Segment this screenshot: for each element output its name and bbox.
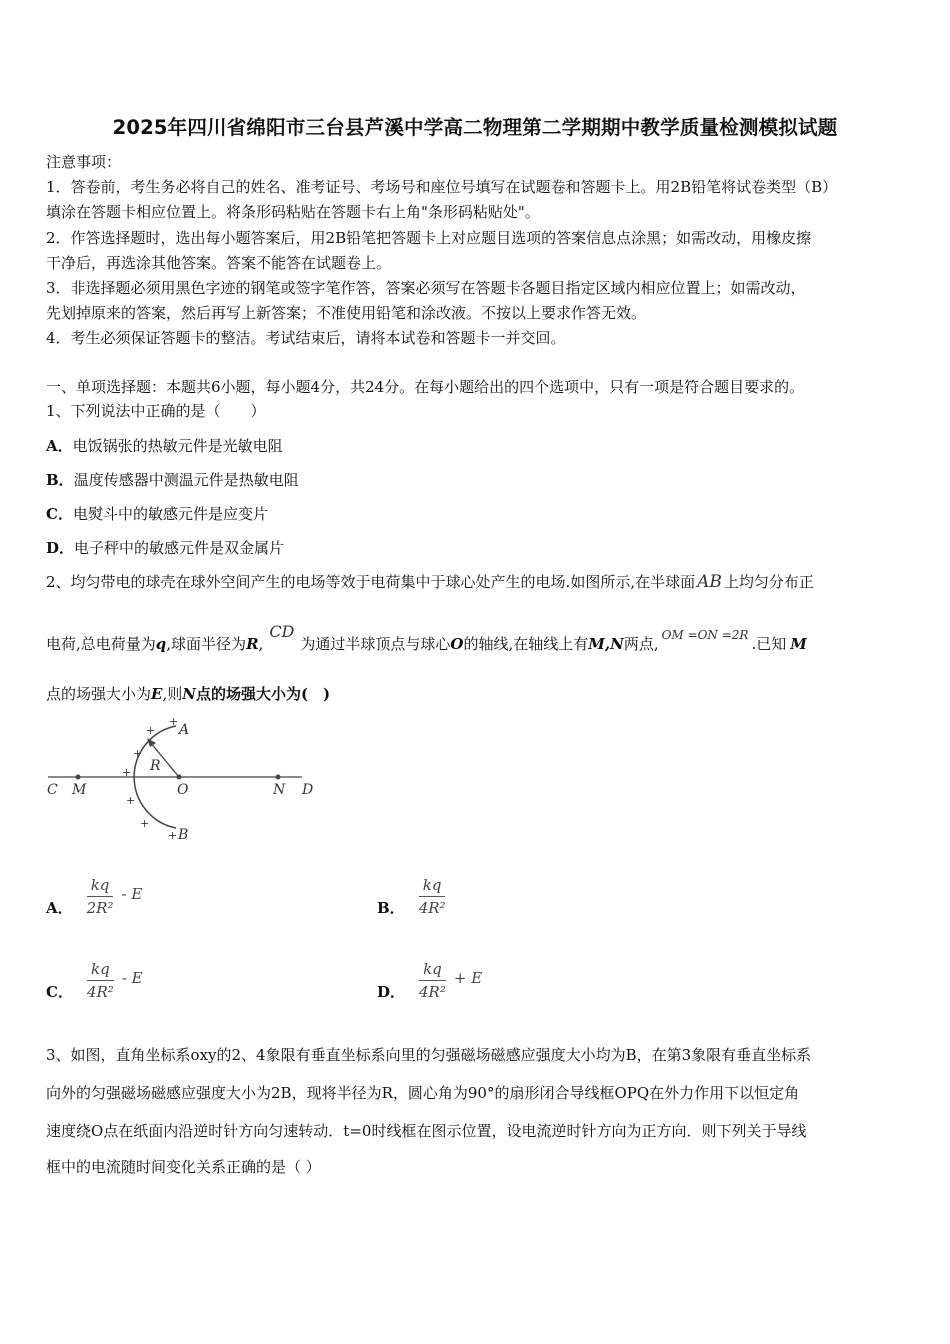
- notice-line: 先划掉原来的答案，然后再写上新答案；不准使用铅笔和涂改液。不按以上要求作答无效。: [46, 304, 647, 322]
- q1-option-a[interactable]: [46, 436, 283, 456]
- label-c: C: [47, 782, 58, 798]
- q2-math-ab: AB: [697, 572, 722, 592]
- q2-text: ,: [258, 635, 264, 653]
- notice-heading: 注意事项：: [46, 153, 122, 171]
- plus-sign: +: [140, 817, 150, 830]
- label-n: N: [273, 782, 286, 798]
- fraction-denominator: 4R²: [418, 899, 446, 917]
- page-title: 2025年四川省绵阳市三台县芦溪中学高二物理第二学期期中教学质量检测模拟试题: [112, 116, 838, 139]
- q2-text: 点的场强大小为: [46, 685, 152, 703]
- notice-line: 3．非选择题必须用黑色字迹的钢笔或签字笔作答，答案必须写在答题卡各题目指定区域内相应位置上；如需改动，: [46, 279, 806, 297]
- notice-line: 2．作答选择题时，选出每小题答案后，用2B铅笔把答题卡上对应题目选项的答案信息点涂黑；如需改动，用橡皮擦: [46, 229, 812, 247]
- option-label: B．: [377, 899, 405, 917]
- q2-var-q: q: [155, 635, 167, 653]
- option-label: B．: [46, 471, 74, 489]
- fraction-numerator: kq: [87, 960, 114, 981]
- option-text: 温度传感器中测温元件是热敏电阻: [73, 471, 299, 489]
- notice-line: 4．考生必须保证答题卡的整洁。考试结束后，请将本试卷和答题卡一并交回。: [46, 329, 566, 347]
- fraction: [83, 960, 118, 1001]
- q2-text: 点的场强大小为( ): [195, 685, 331, 703]
- fraction-numerator: kq: [419, 960, 446, 981]
- point-o: [177, 775, 182, 780]
- section-heading: 一、单项选择题：本题共6小题，每小题4分，共24分。在每小题给出的四个选项中，只有一项是符合题目要求的。: [46, 378, 805, 396]
- option-text: 电熨斗中的敏感元件是应变片: [72, 505, 268, 523]
- label-o: O: [177, 782, 189, 798]
- label-b: B: [178, 827, 189, 843]
- q2-var-r: R: [246, 635, 259, 653]
- question-1-stem: 1、下列说法中正确的是（ ）: [46, 402, 266, 420]
- fraction-denominator: 4R²: [86, 983, 114, 1001]
- plus-sign: +: [133, 747, 143, 760]
- q2-text: 电荷,总电荷量为: [46, 635, 156, 653]
- point-n: [276, 775, 281, 780]
- fraction: [415, 960, 450, 1001]
- q2-text: ,则: [162, 685, 183, 703]
- q2-math-cd: CD: [269, 622, 295, 641]
- option-tail: - E: [121, 884, 143, 903]
- plus-sign: +: [168, 829, 178, 842]
- question-2-line-3: [46, 684, 330, 704]
- notice-line: 干净后，再选涂其他答案。答案不能答在试题卷上。: [46, 254, 392, 272]
- option-label: C．: [46, 505, 73, 523]
- option-label: D．: [46, 539, 75, 557]
- fraction-denominator: 4R²: [419, 983, 446, 1001]
- label-r: R: [150, 758, 161, 774]
- label-m: M: [72, 782, 87, 798]
- fraction: [415, 876, 450, 917]
- fraction-denominator: 2R²: [86, 899, 114, 917]
- plus-sign: +: [122, 766, 132, 779]
- question-3-line: 3、如图，直角坐标系oxy的2、4象限有垂直坐标系向里的匀强磁场磁感应强度大小均为B，在第3象限有垂直坐标系: [46, 1046, 812, 1064]
- q2-option-c[interactable]: [46, 959, 143, 1002]
- question-3-line: 速度绕O点在纸面内沿逆时针方向匀速转动．t=0时线框在图示位置，设电流逆时针方向为正方向．则下列关于导线: [46, 1122, 807, 1140]
- q2-var-o: O: [450, 635, 464, 653]
- q2-option-d[interactable]: [377, 959, 482, 1002]
- option-text: 电子秤中的敏感元件是双金属片: [74, 539, 285, 557]
- q2-text: 2、均匀带电的球壳在球外空间产生的电场等效于电荷集中于球心处产生的电场.如图所示,在半球面: [46, 573, 696, 591]
- q2-math-om-on: OM =ON =2R: [661, 628, 749, 642]
- fraction-numerator: kq: [419, 876, 446, 897]
- option-label: C．: [46, 983, 73, 1001]
- q1-option-c[interactable]: [46, 504, 268, 524]
- option-text: 电饭锅张的热敏元件是光敏电阻: [72, 437, 283, 455]
- q2-text: 上均匀分布正: [723, 573, 814, 591]
- plus-sign: +: [126, 794, 136, 807]
- q2-text: 的轴线,在轴线上有: [463, 635, 589, 653]
- option-label: A．: [46, 437, 73, 455]
- option-label: A．: [46, 899, 73, 917]
- q2-var-n: N: [182, 685, 196, 703]
- option-tail: - E: [121, 968, 143, 987]
- q2-text: .已知: [751, 635, 787, 653]
- q1-option-d[interactable]: [46, 538, 284, 558]
- q2-option-a[interactable]: [46, 875, 142, 918]
- q2-var-m: M: [790, 635, 807, 653]
- q2-text: 两点,: [623, 635, 659, 653]
- plus-sign: +: [146, 724, 156, 737]
- q2-option-b[interactable]: [377, 875, 450, 918]
- option-label: D．: [377, 983, 406, 1001]
- question-3-line: 框中的电流随时间变化关系正确的是（ ）: [46, 1158, 321, 1176]
- q2-var-e: E: [151, 685, 163, 703]
- notice-line: 填涂在答题卡相应位置上。将条形码粘贴在答题卡右上角"条形码粘贴处"。: [46, 203, 540, 221]
- q2-text: 为通过半球顶点与球心: [300, 635, 451, 653]
- hemisphere-figure: [40, 712, 330, 847]
- q1-option-b[interactable]: [46, 470, 299, 490]
- question-2-line-2: [46, 622, 807, 655]
- fraction: [83, 876, 118, 917]
- notice-line: 1．答卷前，考生务必将自己的姓名、准考证号、考场号和座位号填写在试题卷和答题卡上。用2B铅笔将试卷类型（B）: [46, 178, 838, 196]
- q2-var-mn: M,N: [588, 635, 624, 653]
- question-3-line: 向外的匀强磁场磁感应强度大小为2B，现将半径为R，圆心角为90°的扇形闭合导线框OPQ在外力作用下以恒定角: [46, 1084, 800, 1102]
- q2-text: ,球面半径为: [166, 635, 247, 653]
- point-m: [76, 775, 81, 780]
- radius-arrowhead: [147, 738, 156, 747]
- fraction-numerator: kq: [87, 876, 114, 897]
- label-d: D: [302, 782, 314, 798]
- option-tail: + E: [453, 968, 483, 987]
- plus-sign: +: [169, 715, 179, 728]
- question-2-line-1: [46, 572, 814, 592]
- label-a: A: [179, 722, 190, 738]
